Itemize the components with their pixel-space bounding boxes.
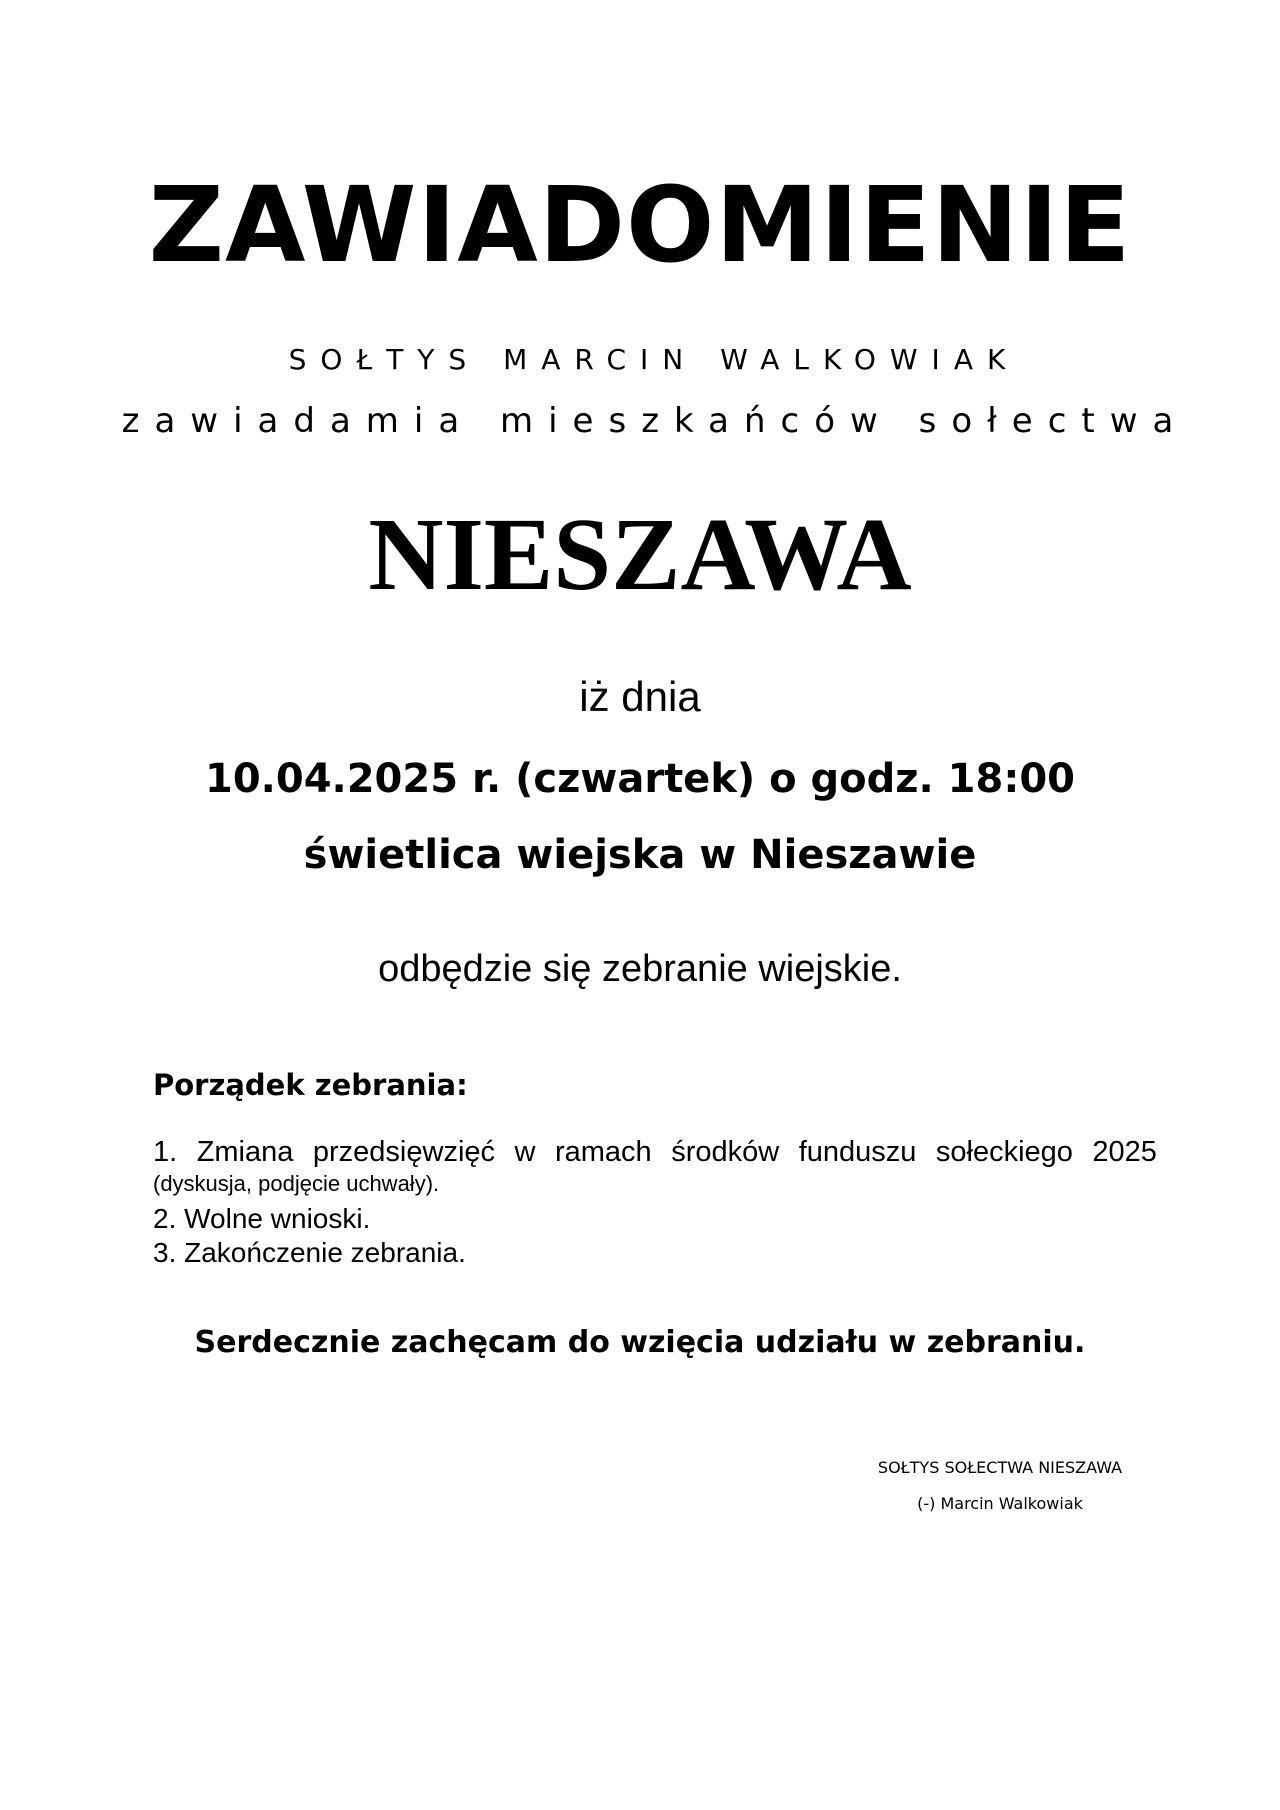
event-description: odbędzie się zebranie wiejskie.: [378, 948, 902, 990]
agenda-item-2: 2. Wolne wnioski.: [153, 1203, 371, 1234]
agenda-item-1-word: przedsięwzięć: [312, 1136, 496, 1168]
agenda-item-1-word: funduszu: [798, 1136, 917, 1168]
agenda-item-1-word: sołeckiego: [935, 1136, 1073, 1168]
agenda-heading: Porządek zebrania:: [153, 1068, 468, 1102]
agenda-item-1: [153, 1134, 1157, 1170]
agenda-item-1-word: ramach: [554, 1136, 652, 1168]
meeting-place: świetlica wiejska w Nieszawie: [303, 832, 977, 878]
signature-block: [760, 1450, 1240, 1522]
village-name: NIESZAWA: [368, 497, 912, 612]
closing-invitation: Serdecznie zachęcam do wzięcia udziału w zebraniu.: [194, 1325, 1086, 1360]
agenda-item-1-word: środków: [671, 1136, 780, 1168]
agenda-item-1-word: w: [514, 1136, 536, 1168]
signature-role: SOŁTYS SOŁECTWA NIESZAWA: [877, 1458, 1123, 1477]
notice-title: ZAWIADOMIENIE: [148, 164, 1132, 286]
meeting-date-time: 10.04.2025 r. (czwartek) o godz. 18:00: [205, 756, 1075, 802]
that-on-day: iż dnia: [579, 673, 701, 720]
agenda: [153, 1062, 1157, 1270]
agenda-item-3: 3. Zakończenie zebrania.: [153, 1237, 466, 1268]
informs-line: zawiadamia mieszkańców sołectwa: [121, 401, 1189, 441]
agenda-item-1-word: 1.: [153, 1136, 178, 1168]
agenda-item-1-word: 2025: [1092, 1136, 1157, 1168]
author-line: SOŁTYS MARCIN WALKOWIAK: [288, 343, 1020, 376]
signature-name: (-) Marcin Walkowiak: [917, 1494, 1083, 1513]
agenda-item-1-note: (dyskusja, podjęcie uchwały).: [153, 1171, 440, 1196]
agenda-item-1-word: Zmiana: [196, 1136, 294, 1168]
